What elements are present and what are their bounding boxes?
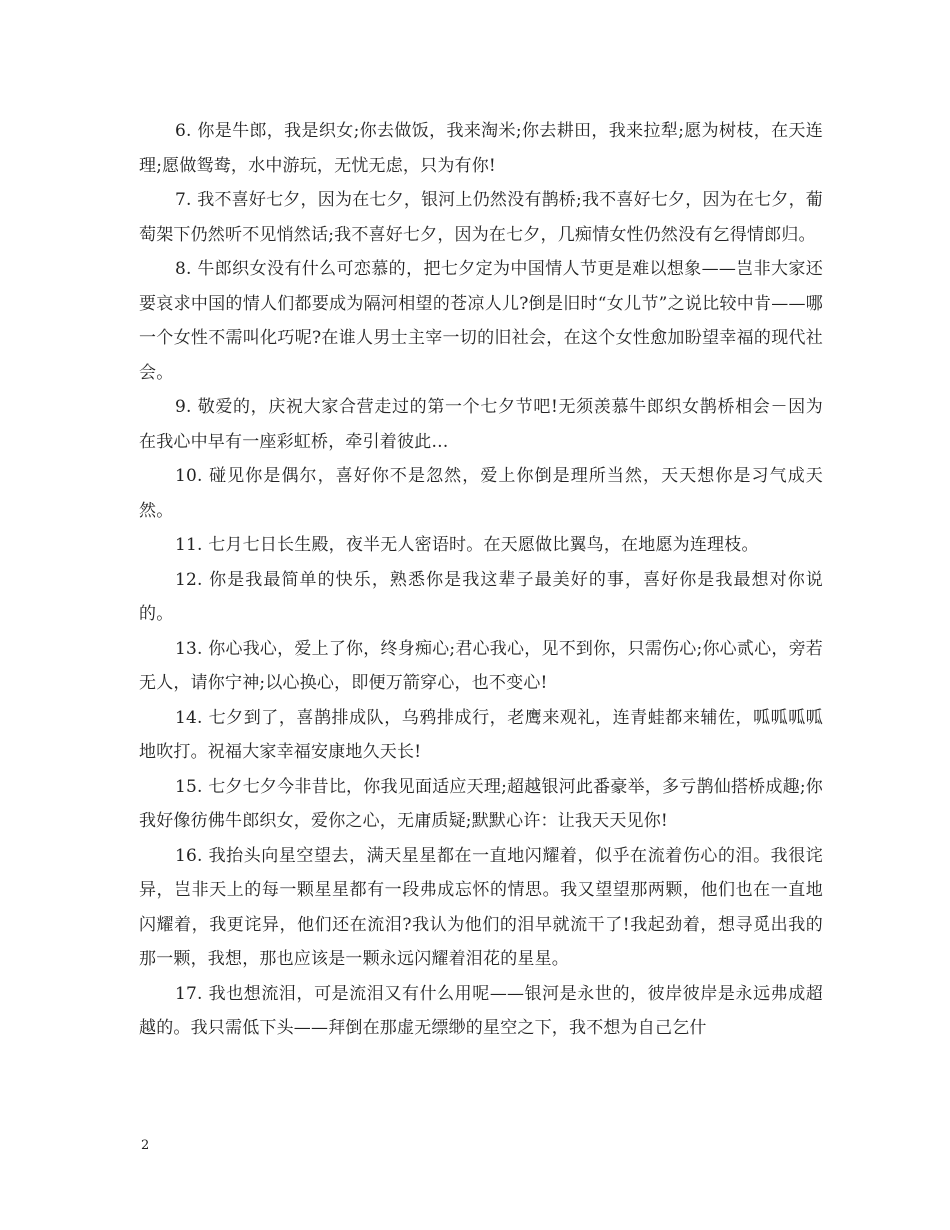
paragraph-16: 16. 我抬头向星空望去，满天星星都在一直地闪耀着，似乎在流着伤心的泪。我很诧异，岂非天上的每一颗星星都有一段弗成忘怀的情思。我又望望那两颗，他们也在一直地闪耀着，我更诧异，他们还在流泪?我认为他们的泪早就流干了!我起劲着，想寻觅出我的那一颗，我想，那也应该是一颗永远闪耀着泪花的星星。 (139, 845, 823, 969)
paragraph-9: 9. 敬爱的，庆祝大家合营走过的第一个七夕节吧!无须羡慕牛郎织女鹊桥相会－因为在我心中早有一座彩虹桥，牵引着彼此… (139, 397, 823, 452)
paragraph-11: 11. 七月七日长生殿，夜半无人密语时。在天愿做比翼鸟，在地愿为连理枝。 (175, 535, 759, 555)
paragraph-6: 6. 你是牛郎，我是织女;你去做饭，我来淘米;你去耕田，我来拉犁;愿为树枝，在天连理;愿做鸳鸯，水中游玩，无忧无虑，只为有你! (139, 121, 823, 176)
paragraph-10: 10. 碰见你是偶尔，喜好你不是忽然，爱上你倒是理所当然，天天想你是习气成天然。 (139, 466, 823, 521)
paragraph-7: 7. 我不喜好七夕，因为在七夕，银河上仍然没有鹊桥;我不喜好七夕，因为在七夕，葡萄架下仍然听不见悄然话;我不喜好七夕，因为在七夕，几痴情女性仍然没有乞得情郎归。 (139, 190, 823, 245)
paragraph-12: 12. 你是我最简单的快乐，熟悉你是我这辈子最美好的事，喜好你是我最想对你说的。 (139, 569, 823, 624)
document-body (139, 114, 823, 1046)
page-number: 2 (141, 1138, 150, 1153)
paragraph-13: 13. 你心我心，爱上了你，终身痴心;君心我心，见不到你，只需伤心;你心贰心，旁若无人，请你宁神;以心换心，即便万箭穿心，也不变心! (139, 638, 823, 693)
paragraph-17: 17. 我也想流泪，可是流泪又有什么用呢——银河是永世的，彼岸彼岸是永远弗成超越的。我只需低下头——拜倒在那虚无缥缈的星空之下，我不想为自己乞什 (139, 983, 823, 1038)
paragraph-14: 14. 七夕到了，喜鹊排成队，乌鸦排成行，老鹰来观礼，连青蛙都来辅佐，呱呱呱呱地吹打。祝福大家幸福安康地久天长! (139, 707, 823, 762)
paragraph-8: 8. 牛郎织女没有什么可恋慕的，把七夕定为中国情人节更是难以想象——岂非大家还要哀求中国的情人们都要成为隔河相望的苍凉人儿?倒是旧时“女儿节”之说比较中肯——哪一个女性不需叫化巧呢?在谁人男士主宰一切的旧社会，在这个女性愈加盼望幸福的现代社会。 (139, 259, 823, 383)
paragraph-15: 15. 七夕七夕今非昔比，你我见面适应天理;超越银河此番豪举，多亏鹊仙搭桥成趣;你我好像彷佛牛郎织女，爱你之心，无庸质疑;默默心许：让我天天见你! (139, 776, 823, 831)
